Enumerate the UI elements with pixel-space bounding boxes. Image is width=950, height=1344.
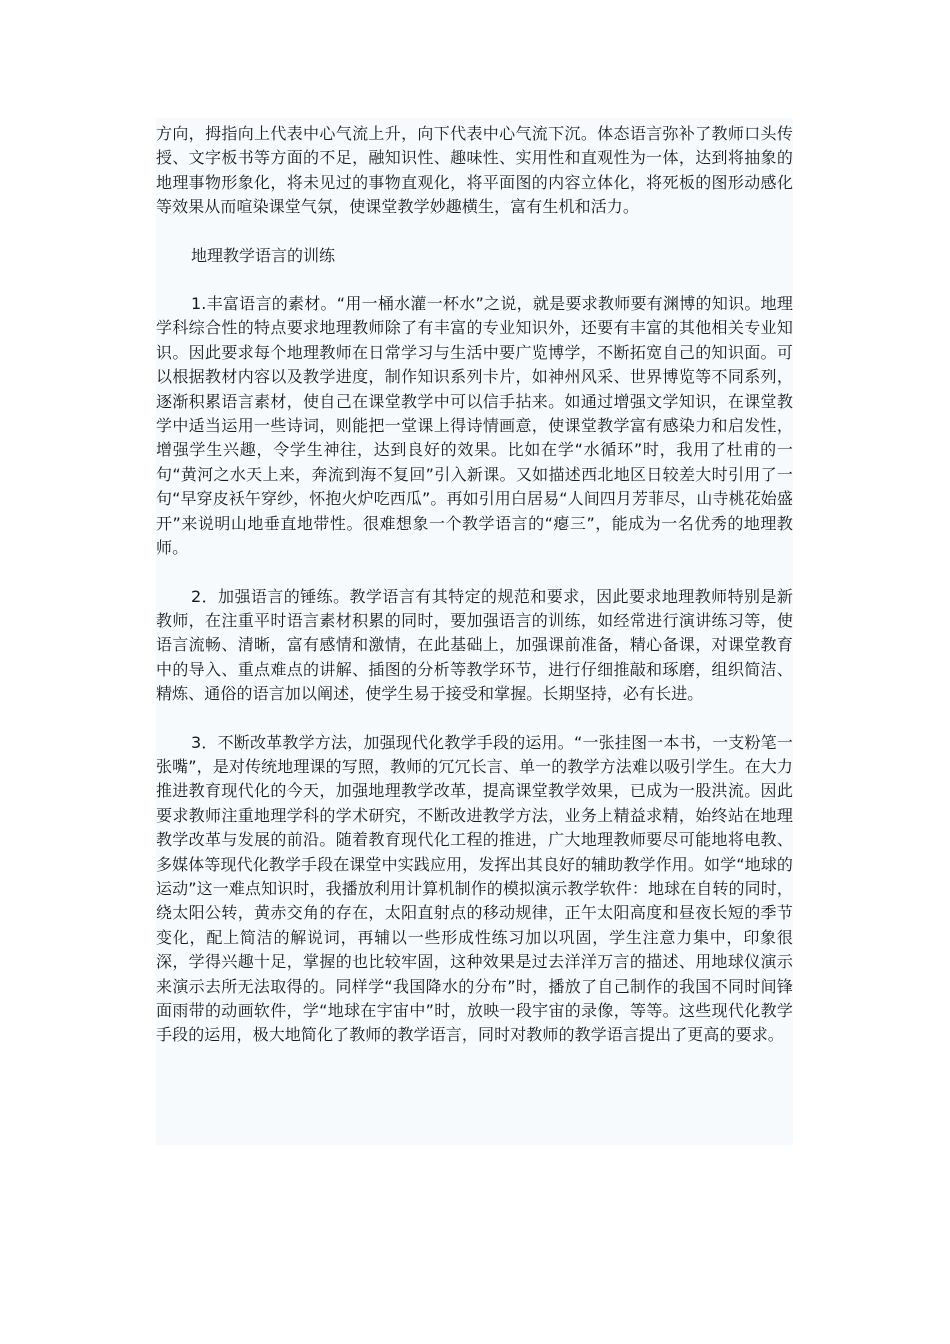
paragraph-enrich-language: 1.丰富语言的素材。“用一桶水灌一杯水”之说，就是要求教师要有渊博的知识。地理学科综合性的特点要求地理教师除了有丰富的专业知识外，还要有丰富的其他相关专业知识。因此要求每个地理教师在日常学习与生活中要广览博学，不断拓宽自己的知识面。可以根据教材内容以及教学进度，制作知识系列卡片，如神州风采、世界博览等不同系列，逐渐积累语言素材，使自己在课堂教学中可以信手拈来。如通过增强文学知识，在课堂教学中适当运用一些诗词，则能把一堂课上得诗情画意，使课堂教学富有感染力和启发性，增强学生兴趣，令学生神往，达到良好的效果。比如在学“水循环”时，我用了杜甫的一句“黄河之水天上来，奔流到海不复回”引入新课。又如描述西北地区日较差大时引用了一句“早穿皮袄午穿纱，怀抱火炉吃西瓜”。再如引用白居易“人间四月芳菲尽，山寺桃花始盛开”来说明山地垂直地带性。很难想象一个教学语言的“瘪三”，能成为一名优秀的地理教师。 bbox=[156, 294, 793, 558]
paragraph-modern-teaching: 3．不断改革教学方法，加强现代化教学手段的运用。“一张挂图一本书，一支粉笔一张嘴”，是对传统地理课的写照，教师的冗冗长言、单一的教学方法难以吸引学生。在大力推进教育现代化的今天，加强地理教学改革，提高课堂教学效果，已成为一股洪流。因此要求教师注重地理学科的学术研究，不断改进教学方法，业务上精益求精，始终站在地理教学改革与发展的前沿。随着教育现代化工程的推进，广大地理教师要尽可能地将电教、多媒体等现代化教学手段在课堂中实践应用，发挥出其良好的辅助教学作用。如学“地球的运动”这一难点知识时，我播放利用计算机制作的模拟演示教学软件：地球在自转的同时，绕太阳公转，黄赤交角的存在，太阳直射点的移动规律，正午太阳高度和昼夜长短的季节变化，配上简洁的解说词，再辅以一些形成性练习加以巩固，学生注意力集中，印象很深，学得兴趣十足，掌握的也比较牢固，这种效果是过去洋洋万言的描述、用地球仪演示来演示去所无法取得的。同样学“我国降水的分布”时，播放了自己制作的我国不同时间锋面雨带的动画软件，学“地球在宇宙中”时，放映一段宇宙的录像，等等。这些现代化教学手段的运用，极大地简化了教师的教学语言，同时对教师的教学语言提出了更高的要求。 bbox=[156, 732, 793, 1045]
document-body bbox=[156, 118, 793, 1145]
paragraph-refine-language: 2．加强语言的锤练。教学语言有其特定的规范和要求，因此要求地理教师特别是新教师，在注重平时语言素材积累的同时，要加强语言的训练，如经常进行演讲练习等，使语言流畅、清晰，富有感情和激情，在此基础上，加强课前准备，精心备课，对课堂教育中的导入、重点难点的讲解、插图的分析等教学环节，进行仔细推敲和琢磨，组织简洁、精炼、通俗的语言加以阐述，使学生易于接受和掌握。长期坚持，必有长进。 bbox=[156, 586, 793, 704]
section-heading: 地理教学语言的训练 bbox=[191, 245, 336, 265]
paragraph-intro: 方向，拇指向上代表中心气流上升，向下代表中心气流下沉。体态语言弥补了教师口头传授、文字板书等方面的不足，融知识性、趣味性、实用性和直观性为一体，达到将抽象的地理事物形象化，将未见过的事物直观化，将平面图的内容立体化，将死板的图形动感化等效果从而喧染课堂气氛，使课堂教学妙趣横生，富有生机和活力。 bbox=[156, 124, 793, 217]
